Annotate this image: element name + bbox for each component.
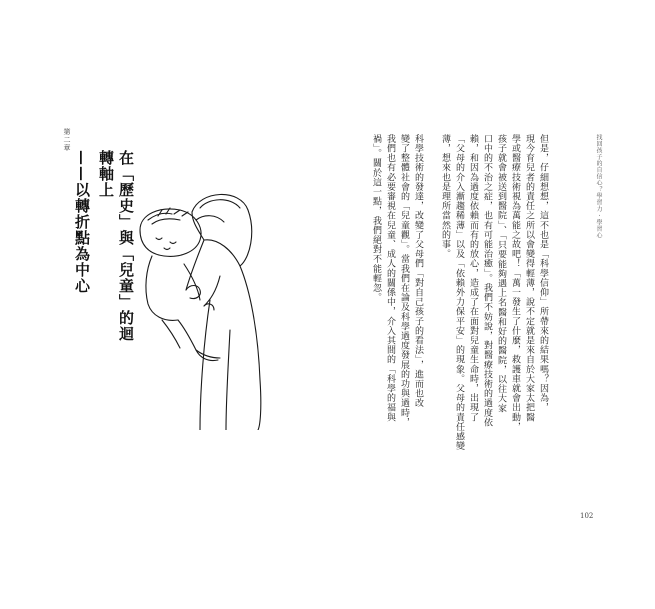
text-column: 但是，仔細想想，這不也是「科學信仰」所帶來的結果嗎？因為， [538,134,548,413]
title-line-1: 在「歷史」與「兒童」的迴轉軸上 [97,150,135,342]
paragraph-break [426,134,436,451]
text-column: 「父母的介入漸趨稀薄」以及「依賴外力保平安」的現象。父母的責任感變 [454,134,464,451]
text-column: 學或醫療技術視為萬能之故吧！「萬一發生了什麼，救護車就會出動， [510,134,520,432]
text-column: 現今育兒者的責任之所以會變得輕薄，說不定就是來自於大家太把醫 [524,134,534,422]
text-column: 薄，想來也是理所當然的事。 [440,134,450,259]
text-column: 禍」。關於這一點，我們絕對不能輕忽。 [371,134,381,303]
title-line-2: ——以轉折點為中心 [73,150,91,294]
text-column: 賴，和因為過度依賴而有的放心，造成了在面對兒童生命時，出現了 [468,134,478,422]
page-number: 102 [580,512,594,520]
running-head: 找回孩子的自信心？學習力 · 學習心 [595,134,602,239]
chapter-label: 第二章 [63,128,71,152]
body-text [370,134,548,451]
text-column: 孩子就會被送到醫院」、「只要能夠遇上名醫和好的醫院，以往大家 [496,134,506,413]
text-column: 我們也有必要審視在兒童、成人的關係中，介入其間的「科學的福與 [385,134,395,422]
mother-child-illustration [100,180,300,430]
text-column: 科學技術的發達，改變了父母們「對自己孩子的看法」，進而也改 [413,134,423,408]
text-column: 變了整體社會的「兒童觀」。當我們在論及科學過度發展的功與過時， [399,134,409,428]
text-column: 口中的不治之症，也有可能治癒」。我們不妨說，對醫療技術的過度依 [482,134,492,428]
